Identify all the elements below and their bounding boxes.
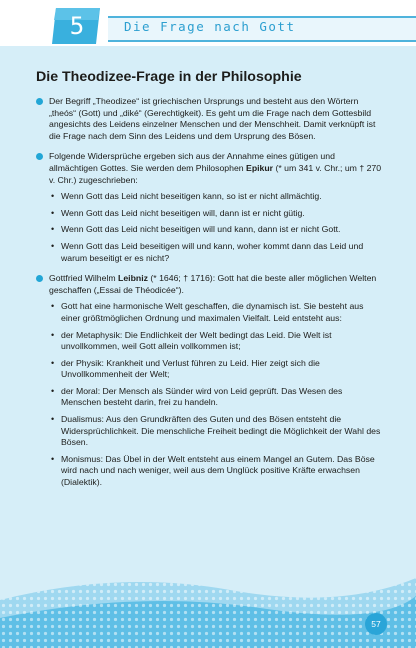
paragraph-text: Gottfried Wilhelm	[49, 273, 119, 284]
list-item	[49, 358, 382, 381]
sub-bullet-icon: •	[51, 329, 55, 340]
sub-bullet-icon: •	[51, 191, 55, 202]
philosopher-name: Leibniz	[118, 273, 148, 284]
list-item	[49, 241, 382, 264]
list-item-text: der Moral: Der Mensch als Sünder wird von Leid geprüft. Das Wesen des Menschen besteht darin, frei zu handeln.	[61, 385, 343, 408]
paragraph-text: Folgende Widersprüche ergeben sich aus der Annahme eines gütigen und allmächtigen Gottes. Sie werden dem Philosophen	[49, 151, 335, 173]
paragraph-text: (* 1646; † 1716): Gott hat die beste aller möglichen Welten geschaffen („Essai de Théodicée“).	[49, 273, 377, 295]
list-item	[49, 208, 382, 220]
bullet-dot-icon	[36, 98, 43, 105]
section-heading: Die Theodizee-Frage in der Philosophie	[36, 69, 302, 85]
paragraph-block-epikur	[36, 151, 382, 264]
page-number: 57	[365, 613, 387, 635]
sub-bullet-icon: •	[51, 224, 55, 235]
sub-bullet-icon: •	[51, 453, 55, 464]
sub-bullet-icon: •	[51, 301, 55, 312]
list-item	[49, 224, 382, 236]
sub-bullet-icon: •	[51, 240, 55, 251]
chapter-number: 5	[69, 12, 85, 40]
list-item-text: Wenn Gott das Leid nicht beseitigen will und kann, dann ist er nicht Gott.	[61, 224, 341, 235]
list-item-text: der Physik: Krankheit und Verlust führen zu Leid. Hier zeigt sich die Unvollkommenheit der Welt;	[61, 357, 320, 380]
sub-bullet-icon: •	[51, 357, 55, 368]
sub-bullet-icon: •	[51, 385, 55, 396]
list-item-text: Gott hat eine harmonische Welt geschaffen, die dynamisch ist. Sie besteht aus einer größtmöglichen Ordnung und maximalen Vielfalt. Leid entsteht aus:	[61, 301, 364, 323]
list-item	[49, 301, 382, 324]
paragraph-block-leibniz	[36, 273, 382, 489]
sub-bullet-icon: •	[51, 414, 55, 425]
list-item-text: Monismus: Das Übel in der Welt entsteht aus einem Mangel an Gutem. Das Böse wird nach und nach weniger, weil aus dem Unglück positive Kräfte erwachsen (Dialektik).	[61, 453, 375, 488]
list-item-text: Wenn Gott das Leid nicht beseitigen kann, so ist er nicht allmächtig.	[61, 191, 322, 202]
chapter-title: Die Frage nach Gott	[124, 19, 296, 34]
bullet-dot-icon	[36, 153, 43, 160]
list-item	[49, 386, 382, 409]
list-item	[49, 454, 382, 489]
paragraph-text: (* um 341 v. Chr.; um † 270 v. Chr.) zugeschrieben:	[49, 162, 382, 185]
sub-bullet-icon: •	[51, 207, 55, 218]
list-item-text: Wenn Gott das Leid nicht beseitigen will, dann ist er nicht gütig.	[61, 207, 305, 218]
bullet-dot-icon	[36, 275, 43, 282]
list-item-text: Dualismus: Aus den Grundkräften des Guten und des Bösen entsteht die Widersprüchlichkeit. Die menschliche Freiheit bedingt die Möglichkeit der Wahl des Bösen.	[61, 414, 381, 448]
paragraph-block-theodizee	[36, 96, 382, 142]
chapter-header	[0, 0, 416, 46]
paragraph-text: Der Begriff „Theodizee“ ist griechischen Ursprungs und besteht aus den Wörtern „theós“ (Gott) und „diké“ (Gerechtigkeit). Es geht um die Frage nach dem Gottesbild angesichts des Leidens einzelner Menschen und der Menschheit. Damit verknüpft ist die Frage nach dem Sinn des Leidens und dem Ursprung des Bösen.	[49, 96, 376, 141]
list-item-text: Wenn Gott das Leid beseitigen will und kann, woher kommt dann das Leid und warum beseitigt er es nicht?	[61, 240, 364, 263]
list-item-text: der Metaphysik: Die Endlichkeit der Welt bedingt das Leid. Die Welt ist unvollkommen, weil Gott allein vollkommen ist;	[61, 329, 332, 352]
list-item	[49, 191, 382, 203]
footer-wave-decoration	[0, 560, 416, 648]
list-item	[49, 330, 382, 353]
main-content	[36, 68, 382, 498]
philosopher-name: Epikur	[246, 162, 274, 173]
list-item	[49, 414, 382, 449]
